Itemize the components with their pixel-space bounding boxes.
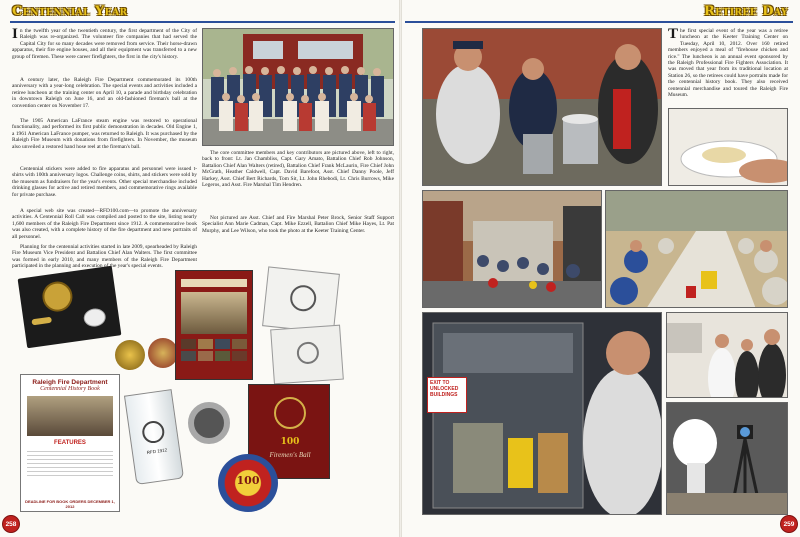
left-paragraph-2: A century later, the Raleigh Fire Department commemorated its 100th anniversary with a year-long celebration. The special events and activities included a retiree luncheon at the training center on April 10, a parade and birthday celebration in downtown Raleigh on June 16, and an old-fashioned fireman's ball at the convention center on November 17. — [12, 77, 197, 109]
left-title-rule — [10, 21, 395, 23]
ball-emblem-icon — [274, 397, 306, 429]
patch-label: 100 — [236, 474, 260, 487]
shirt-logo-icon — [289, 284, 318, 313]
left-paragraph-4: Centennial stickers were added to fire apparatus and personnel were issued t-shirts with 100th anniversary logos. Challenge coins, shirts, and stickers were sold by the museum as fundraisers for the year's events. Other special merchandise included drinking glasses for active and retired members, and commemorative rings available for private purchase. — [12, 166, 197, 198]
museum-tour-photo — [422, 312, 662, 515]
ball-label: Firemen's Ball — [269, 451, 311, 459]
portrait-session-photo — [666, 312, 788, 398]
plate-photo-art — [669, 109, 788, 186]
centennial-patch — [218, 454, 278, 512]
lunch-photo-art — [606, 191, 788, 308]
left-page-number: 258 — [2, 515, 20, 533]
left-section-title: Centennial Year — [12, 4, 128, 19]
glass-label: RFD 1912 — [146, 447, 168, 456]
cooking-photo-art — [423, 29, 662, 186]
challenge-coin-2 — [148, 338, 178, 368]
committee-photo-art — [203, 29, 394, 146]
crowd-photo-art — [423, 191, 602, 308]
left-paragraph-8: Not pictured are Asst. Chief and Fire Marshal Peter Brock, Senior Staff Support Specialist Ann Marie Cadman, Capt. Mike Ezzell, Battalion Chief Mike Hayes, Lt. Pat Murphy, and Lee Wilson, who took the photo at the Keeter Training Center. — [202, 215, 394, 234]
left-paragraph-3: The 1905 American LaFrance steam engine was restored to operational functionality, and performed its first public demonstration in decades. Old Engine 1, a 1961 American LaFrance pumper, was returned to Raleigh. It was purchased by the Raleigh Fire Museum with donations from firefighters. In November, the museum also unveiled a restored hand hose reel at the fireman's ball. — [12, 118, 197, 150]
flyer-deadline: DEADLINE FOR BOOK ORDERS DECEMBER 1, 2012 — [25, 499, 115, 509]
dropcap: T — [668, 26, 679, 42]
portrait-photo-art — [667, 313, 788, 398]
challenge-coin-1 — [115, 340, 145, 370]
black-folder — [18, 266, 122, 349]
chefs-cooking-photo — [422, 28, 662, 186]
exit-sign: EXIT TO UNLOCKED BUILDINGS — [427, 377, 467, 413]
shirt-logo-icon — [296, 341, 319, 364]
sticker-icon — [83, 307, 107, 328]
merchandise-collage — [20, 262, 392, 517]
flyer-features-label: FEATURES — [54, 440, 86, 446]
glass-emblem-icon — [141, 420, 166, 445]
t-shirt-2 — [270, 325, 344, 385]
flyer-subtitle: Centennial History Book — [40, 386, 100, 392]
plate-of-food-photo — [668, 108, 788, 186]
committee-group-photo — [202, 28, 394, 146]
right-paragraph-1: The first special event of the year was a retiree luncheon at the Keeter Training Center on Tuesday, April 10, 2012. Over 160 retired members enjoyed a meal of "firehouse chicken and rice." The luncheon is an annual event sponsored by the Raleigh Professional Fire Fighters Association. It was moved that year from its traditional location at Station 26, so the retirees could have portraits made for the centennial history book. They also received centennial merchandise and toured the Raleigh Fire Museum. — [668, 26, 788, 99]
retiree-crowd-photo — [422, 190, 602, 308]
history-book-flyer — [20, 374, 120, 512]
t-shirt-1 — [262, 266, 340, 333]
museum-photo-art — [423, 313, 662, 515]
ball-year: 100 — [280, 437, 300, 447]
left-paragraph-5: A special web site was created—RFD100.com—to promote the anniversary activities. A Centennial Roll Call was compiled and posted to the site, listing nearly 1,600 members of the Raleigh Fire Department since 1912. A commemorative book was also created, with a complete history of the fire department and new portraits of all personnel. — [12, 208, 197, 240]
lunch-table-photo — [605, 190, 788, 308]
folder-emblem-icon — [40, 280, 74, 314]
pin-icon — [31, 317, 52, 326]
right-section-title: Retiree Day — [703, 4, 788, 19]
website-poster — [175, 270, 253, 380]
right-page-number: 259 — [780, 515, 798, 533]
dropcap: I — [12, 26, 18, 42]
left-paragraph-1: In the twelfth year of the twentieth century, the first department of the City of Raleigh was re-organized. The volunteer fire companies that had served the Capital City for so many decades were removed from service. Their horse-drawn apparatus, their fire engine houses, and all their equipment was transferred to a new group of firemen. These were career firefighters, the first in the city's history. — [12, 26, 197, 60]
left-paragraph-7: The core committee members and key contributors are pictured above, left to right, back to front: Lt. Jan Chambliss, Capt. Gary Amato, Battalion Chief Rob Johnson, Battalion Chief Alan Walters (retired), Battalion Chief Frank McLaurin, Fire Chief John McGrath, Heather Caldwell, Capt. David Barefoot, Asst. Chief Danny Poole, Jeff Harkey, Asst. Chief Bert Richards, Tom Sit, Lt. John Rhebodi, Lt. Chris Burrows, Mike Legeros, and Asst. Fire Marshal Tim Hendren. — [202, 150, 394, 189]
right-title-rule — [405, 21, 793, 23]
camera-photo-art — [667, 403, 788, 515]
drinking-glass — [124, 389, 184, 485]
commemorative-ring — [188, 402, 230, 444]
camera-setup-photo — [666, 402, 788, 515]
flyer-title: Raleigh Fire Department — [32, 379, 108, 386]
page-gutter — [399, 0, 402, 537]
left-paragraph-6: Planning for the centennial activities started in late 2009, spearheaded by Raleigh Fire Museum Vice President and Battalion Chief Alan Walters. The first committee was formed in early 2010, and many members of the Raleigh Fire Department participated in the planning and execution of the year's special events. — [12, 244, 197, 270]
